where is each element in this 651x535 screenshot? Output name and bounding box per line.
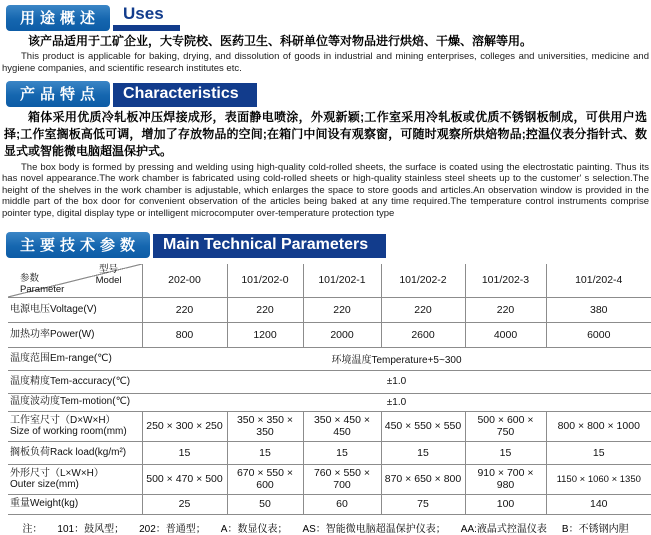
cell-value: 800 × 800 × 1000 — [546, 411, 651, 441]
cell-value: 500 × 600 × 750 — [465, 411, 546, 441]
row-label: 重量Weight(kg) — [8, 494, 142, 514]
cell-value: 15 — [227, 441, 303, 464]
cell-value: 350 × 350 × 350 — [227, 411, 303, 441]
row-label — [8, 464, 142, 494]
cell-value: 15 — [381, 441, 465, 464]
corner-model-label — [96, 265, 122, 287]
cell-value: 800 — [142, 322, 227, 347]
characteristics-title-en: Characteristics — [113, 83, 257, 107]
cell-value: 2600 — [381, 322, 465, 347]
characteristics-paragraph-en: The box body is formed by pressing and welding using high-quality cold-rolled sheets, the surface is coated using the electrostatic painting. Thus its has novel appearance.The work chamber is fabricated using cold-rolled sheets or high-quality stainless steel sheets up to the customer' s selection.The height of the shelves in the work chamber is adjustable, which enlarges the space to store goods and articles.An observation window is provided in the middle part of the box door for convenient observation of the articles being baked at any time required.The temperature control instruments comprise pointer type, digital display type or intelligent microcomputer over-temperature protection type — [2, 161, 649, 220]
cell-value: 25 — [142, 494, 227, 514]
row-label: 电源电压Voltage(V) — [8, 297, 142, 322]
cell-value: 380 — [546, 297, 651, 322]
cell-value: 220 — [303, 297, 381, 322]
row-label: 搁板负荷Rack load(kg/m²) — [8, 441, 142, 464]
model-column-header: 101/202-4 — [546, 264, 651, 298]
row-label-zh: 外形尺寸（L×W×H） — [10, 467, 104, 479]
uses-paragraph-zh: 该产品适用于工矿企业，大专院校、医药卫生、科研单位等对物品进行烘焙、干燥、溶解等用。 — [28, 34, 533, 48]
uses-badge-zh: 用途概述 — [6, 5, 110, 31]
cell-value: 1150 × 1060 × 1350 — [546, 464, 651, 494]
parameters-title-en: Main Technical Parameters — [153, 234, 386, 258]
characteristics-badge-zh: 产品特点 — [6, 81, 110, 107]
corner-cell — [8, 264, 142, 298]
cell-value: 220 — [465, 297, 546, 322]
parameters-badge-zh: 主要技术参数 — [6, 232, 150, 258]
footnote-item: AA:液晶式控温仪表 — [460, 523, 547, 535]
cell-value: 350 × 450 × 450 — [303, 411, 381, 441]
model-column-header: 101/202-3 — [465, 264, 546, 298]
corner-model-zh: 型号 — [99, 263, 119, 275]
cell-value: 6000 — [546, 322, 651, 347]
uses-header — [6, 4, 651, 31]
table-row-rack-load — [8, 441, 651, 464]
cell-value: 15 — [465, 441, 546, 464]
cell-value: 75 — [381, 494, 465, 514]
model-column-header: 101/202-0 — [227, 264, 303, 298]
section-parameters — [0, 232, 651, 535]
cell-span-value: 环境温度Temperature+5~300 — [142, 347, 651, 370]
table-header-row — [8, 264, 651, 298]
corner-model-en: Model — [95, 274, 122, 286]
cell-value: 50 — [227, 494, 303, 514]
model-column-header: 101/202-1 — [303, 264, 381, 298]
cell-value: 140 — [546, 494, 651, 514]
section-uses — [0, 4, 651, 75]
footnote-item: 101：鼓风型； — [57, 523, 125, 535]
row-label-en: Size of working room(mm) — [10, 426, 127, 438]
cell-value: 670 × 550 × 600 — [227, 464, 303, 494]
row-label — [8, 411, 142, 441]
cell-span-value: ±1.0 — [142, 393, 651, 411]
cell-value: 100 — [465, 494, 546, 514]
table-row-working-room-size — [8, 411, 651, 441]
model-column-header: 101/202-2 — [381, 264, 465, 298]
cell-value: 2000 — [303, 322, 381, 347]
corner-param-zh: 参数 — [20, 272, 40, 284]
footnote-prefix: 注： — [22, 523, 43, 535]
table-row-weight — [8, 494, 651, 514]
row-label-en: Outer size(mm) — [10, 479, 79, 491]
footnote-item: B：不锈钢内胆 — [561, 523, 629, 535]
cell-value: 15 — [303, 441, 381, 464]
cell-value: 220 — [142, 297, 227, 322]
row-label-zh: 工作室尺寸（D×W×H） — [10, 414, 116, 426]
row-label: 加热功率Power(W) — [8, 322, 142, 347]
cell-value: 450 × 550 × 550 — [381, 411, 465, 441]
cell-value: 60 — [303, 494, 381, 514]
row-label: 温度波动度Tem-motion(℃) — [8, 393, 142, 411]
table-row-power — [8, 322, 651, 347]
table-footnote — [0, 520, 651, 535]
table-row-outer-size — [8, 464, 651, 494]
cell-value: 15 — [142, 441, 227, 464]
characteristics-header — [6, 81, 651, 107]
cell-value: 910 × 700 × 980 — [465, 464, 546, 494]
cell-value: 1200 — [227, 322, 303, 347]
corner-param-en: Parameter — [20, 283, 65, 295]
cell-value: 220 — [381, 297, 465, 322]
cell-value: 15 — [546, 441, 651, 464]
cell-value: 870 × 650 × 800 — [381, 464, 465, 494]
footnote-item: AS：智能微电脑超温保护仪表； — [302, 523, 446, 535]
cell-value: 4000 — [465, 322, 546, 347]
uses-paragraph-en: This product is applicable for baking, drying, and dissolution of goods in industrial and mining enterprises, colleges and universities, medicine and hygiene companies, and scientific research institutes etc. — [2, 51, 649, 74]
table-row-temp-motion — [8, 393, 651, 411]
row-label: 温度范围Em-range(℃) — [8, 347, 142, 370]
corner-param-label — [20, 274, 64, 296]
row-label: 温度精度Tem-accuracy(℃) — [8, 370, 142, 393]
table-row-voltage — [8, 297, 651, 322]
section-characteristics — [0, 81, 651, 220]
uses-title-en: Uses — [113, 4, 180, 31]
model-column-header: 202-00 — [142, 264, 227, 298]
cell-value: 500 × 470 × 500 — [142, 464, 227, 494]
cell-span-value: ±1.0 — [142, 370, 651, 393]
cell-value: 760 × 550 × 700 — [303, 464, 381, 494]
cell-value: 250 × 300 × 250 — [142, 411, 227, 441]
footnote-item: 202：普通型； — [139, 523, 206, 535]
footnote-item: A：数显仪表； — [220, 523, 288, 535]
table-row-temp-accuracy — [8, 370, 651, 393]
parameters-header — [6, 232, 651, 258]
table-row-temp-range — [8, 347, 651, 370]
cell-value: 220 — [227, 297, 303, 322]
product-catalog-page — [0, 4, 651, 535]
parameters-table — [8, 264, 651, 515]
characteristics-paragraph-zh: 箱体采用优质冷轧板冲压焊接成形，表面静电喷涂，外观新颖;工作室采用冷轧板或优质不锈钢板制成，可供用户选择;工作室搁板高低可调，增加了存放物品的空间;在箱门中间设有观察窗，可随时观察所烘焙物品;控温仪表分指针式、数显式或智能微电脑超温保护式。 — [4, 109, 647, 159]
